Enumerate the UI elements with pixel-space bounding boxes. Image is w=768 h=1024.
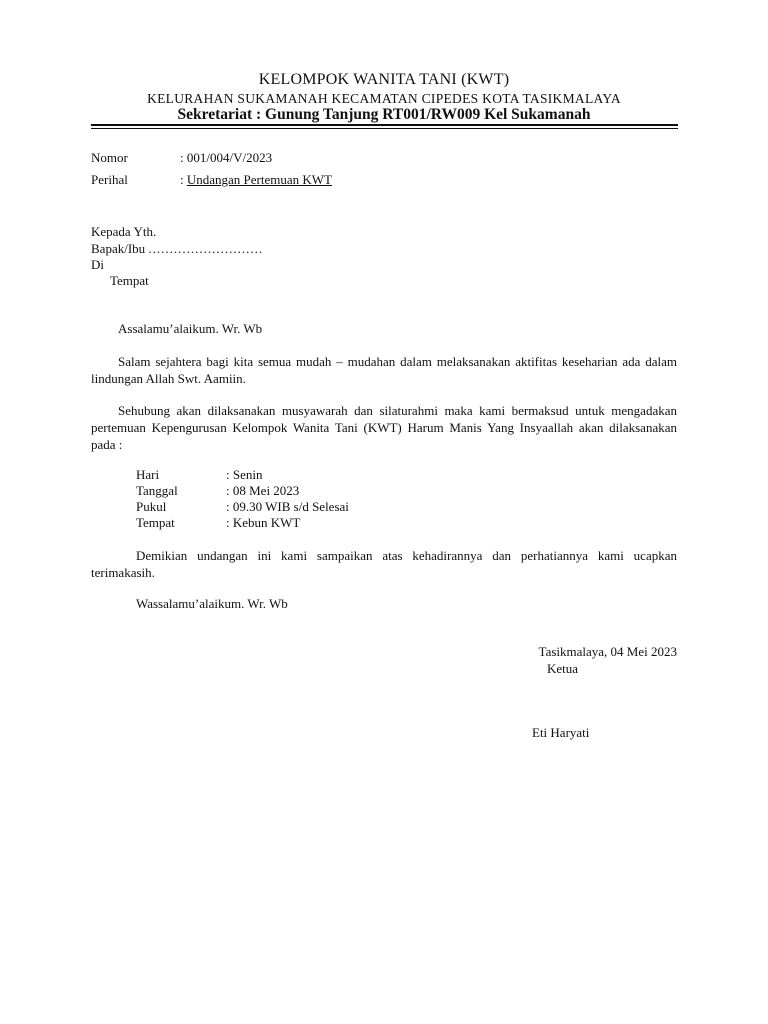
- secretariat-address: Sekretariat : Gunung Tanjung RT001/RW009 Kel Sukamanah: [177, 106, 591, 123]
- closing-salutation: Wassalamu’alaikum. Wr. Wb: [136, 596, 288, 611]
- event-label-pukul: Pukul: [136, 499, 167, 514]
- perihal-field: [180, 172, 332, 188]
- recipient-line3: Di: [91, 257, 104, 272]
- event-value-pukul: : 09.30 WIB s/d Selesai: [226, 499, 349, 514]
- signature-name: Eti Haryati: [532, 725, 590, 740]
- organization-subtitle: KELURAHAN SUKAMANAH KECAMATAN CIPEDES KOTA TASIKMALAYA: [147, 91, 621, 106]
- perihal-colon: :: [180, 172, 187, 187]
- signature-place-date: Tasikmalaya, 04 Mei 2023: [538, 644, 677, 659]
- organization-name: KELOMPOK WANITA TANI (KWT): [258, 71, 510, 88]
- event-label-tanggal: Tanggal: [136, 483, 178, 498]
- paragraph-opening: Salam sejahtera bagi kita semua mudah – mudahan dalam melaksanakan aktifitas keseharian ada dalam lindungan Allah Swt. Aamiin.: [91, 354, 677, 386]
- paragraph-invitation: Sehubung akan dilaksanakan musyawarah dan silaturahmi maka kami bermaksud untuk mengadakan pertemuan Kepengurusan Kelompok Wanita Tani (KWT) Harum Manis Yang Insyaallah akan dilaksanakan pada :: [91, 403, 677, 452]
- letterhead-rule-thin: [91, 128, 678, 129]
- event-label-tempat: Tempat: [136, 515, 175, 530]
- perihal-label: Perihal: [91, 172, 128, 187]
- nomor-value: : 001/004/V/2023: [180, 150, 273, 165]
- recipient-line2-label: Bapak/Ibu: [91, 241, 149, 256]
- letterhead-rule-thick: [91, 124, 678, 126]
- recipient-line2: [91, 241, 263, 257]
- event-value-tempat: : Kebun KWT: [226, 515, 301, 530]
- recipient-line2-dots: ...........................: [148, 241, 264, 256]
- recipient-line4: Tempat: [110, 273, 149, 288]
- greeting: Assalamu’alaikum. Wr. Wb: [118, 321, 263, 336]
- nomor-label: Nomor: [91, 150, 128, 165]
- perihal-value: Undangan Pertemuan KWT: [186, 172, 332, 187]
- event-value-tanggal: : 08 Mei 2023: [226, 483, 300, 498]
- event-value-hari: : Senin: [226, 467, 263, 482]
- event-label-hari: Hari: [136, 467, 160, 482]
- recipient-line1: Kepada Yth.: [91, 224, 157, 239]
- paragraph-closing: Demikian undangan ini kami sampaikan atas kehadirannya dan perhatiannya kami ucapkan terimakasih.: [91, 548, 677, 580]
- signature-role: Ketua: [547, 661, 579, 676]
